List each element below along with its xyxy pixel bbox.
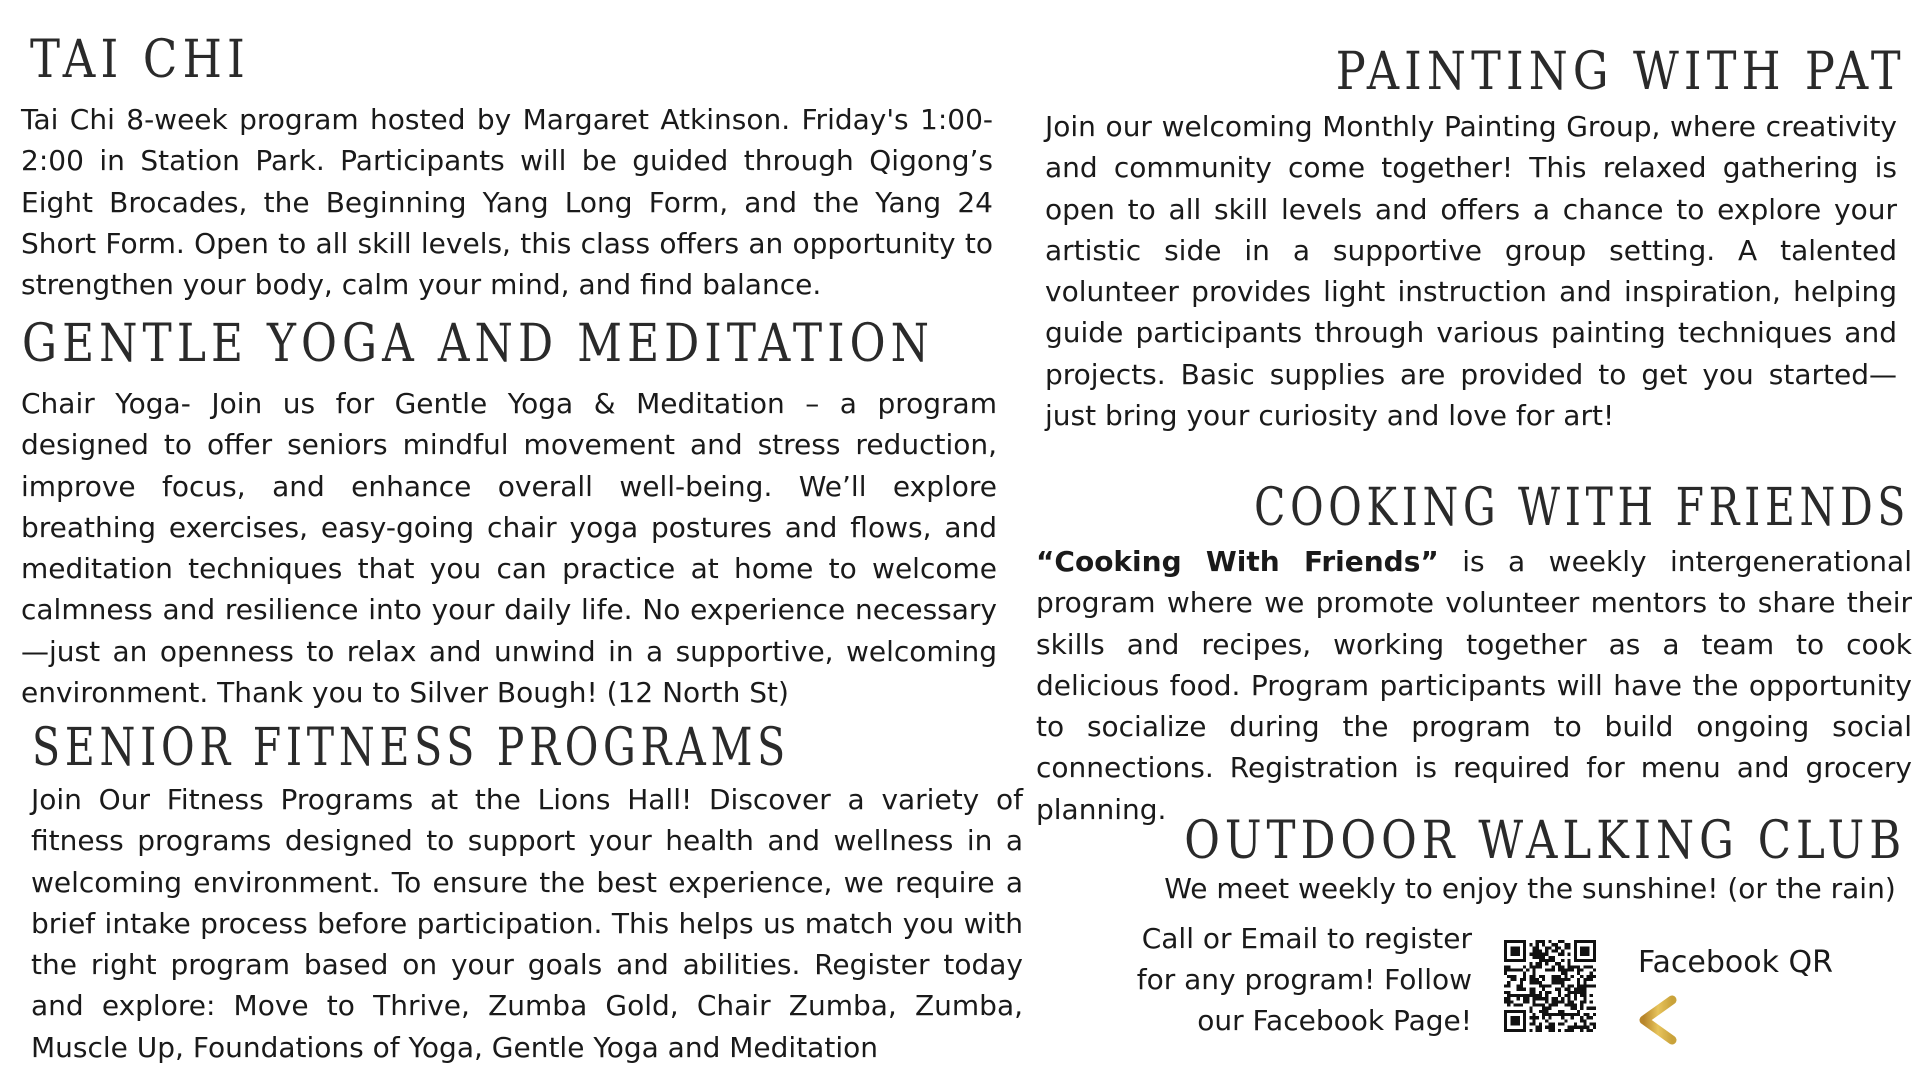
gentle-yoga-description: Chair Yoga- Join us for Gentle Yoga & Meditation – a program designed to offer seniors mindful movement and stress reduction, improve focus, and enhance overall well-being. We’ll explore breathing exercises, easy-going chair yoga postures and flows, and meditation techniques that you can practice at home to welcome calmness and resilience into your daily life. No experience necessary—just an openness to relax and unwind in a supportive, welcoming environment. Thank you to Silver Bough! (12 North St) [21,387,997,710]
left-arrow-icon [1636,994,1858,1046]
walking-club-tagline: We meet weekly to enjoy the sunshine! (or the rain) [1164,872,1896,905]
gentle-yoga-heading: GENTLE YOGA AND MEDITATION [22,314,934,374]
contact-info [1052,918,1472,1041]
cooking-description-text: is a weekly intergenerational program where we promote volunteer mentors to share their skills and recipes, working together as a team to cook delicious food. Program participants will have the opportunity to socialize during the program to build ongoing social connections. Registration is required for menu and grocery planning. [1036,545,1912,826]
cooking-description [1036,541,1912,830]
walking-club-heading: OUTDOOR WALKING CLUB [1184,811,1906,871]
facebook-qr-code[interactable] [1504,940,1596,1032]
tai-chi-heading: TAI CHI [30,30,250,90]
painting-heading: PAINTING WITH PAT [1336,42,1906,102]
painting-description: Join our welcoming Monthly Painting Group, where creativity and community come together! This relaxed gathering is open to all skill levels and offers a chance to explore your artistic side in a supportive group setting. A talented volunteer provides light instruction and inspiration, helping guide participants through various painting techniques and projects. Basic supplies are provided to get you started—just bring your curiosity and love for art! [1045,110,1897,433]
cooking-heading: COOKING WITH FRIENDS [1254,478,1910,538]
contact-line-1: Call or Email to register [1141,922,1472,955]
cooking-program-name: “Cooking With Friends” [1036,545,1439,578]
senior-fitness-description: Join Our Fitness Programs at the Lions Hall! Discover a variety of fitness programs designed to support your health and wellness in a welcoming environment. To ensure the best experience, we require a brief intake process before participation. This helps us match you with the right program based on your goals and abilities. Register today and explore: Move to Thrive, Zumba Gold, Chair Zumba, Zumba, Muscle Up, Foundations of Yoga, Gentle Yoga and Meditation [31,783,1023,1064]
tai-chi-description: Tai Chi 8-week program hosted by Margaret Atkinson. Friday's 1:00-2:00 in Station Park. Participants will be guided through Qigong’s Eight Brocades, the Beginning Yang Long Form, and the Yang 24 Short Form. Open to all skill levels, this class offers an opportunity to strengthen your body, calm your mind, and find balance. [21,103,993,302]
senior-fitness-heading: SENIOR FITNESS PROGRAMS [32,718,790,778]
facebook-qr-label: Facebook QR [1638,945,1833,980]
contact-line-3: our Facebook Page! [1197,1004,1472,1037]
contact-line-2: for any program! Follow [1136,963,1472,996]
